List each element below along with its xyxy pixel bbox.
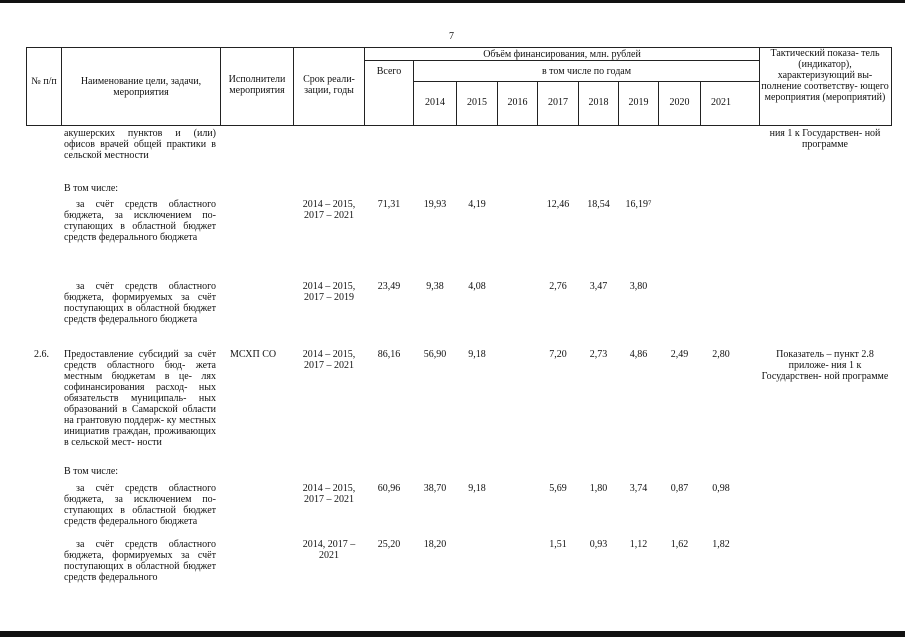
row-4-y2017: 7,20	[549, 349, 567, 360]
row-7-y2017: 1,51	[549, 539, 567, 550]
row-0-name: акушерских пунктов и (или) офисов врачей общей практики в сельской местности	[64, 128, 216, 161]
row-6-y2017: 5,69	[549, 483, 567, 494]
row-7-name: за счёт средств областного бюджета, формируемых за счёт поступающих в областной бюджет средств федерального	[64, 539, 216, 583]
row-7-term: 2014, 2017 – 2021	[302, 539, 356, 561]
row-7-y2019: 1,12	[629, 539, 648, 550]
row-3-y2015: 4,08	[468, 281, 486, 292]
row-4-y2019: 4,86	[629, 349, 648, 360]
row-2-y2018: 18,54	[587, 199, 610, 210]
row-2-y2019: 16,19⁷	[625, 199, 652, 210]
row-4-total: 86,16	[377, 349, 401, 360]
row-3-total: 23,49	[377, 281, 401, 292]
row-6-y2021: 0,98	[712, 483, 730, 494]
row-6-term: 2014 – 2015, 2017 – 2021	[302, 483, 356, 505]
row-3-name: за счёт средств областного бюджета, формируемых за счёт поступающих в областной бюджет средств федерального бюджета	[64, 281, 216, 325]
row-4-y2020: 2,49	[670, 349, 689, 360]
row-4-y2018: 2,73	[589, 349, 608, 360]
header-num: № п/п	[31, 76, 57, 87]
row-2-y2014: 19,93	[423, 199, 447, 210]
row-3-y2018: 3,47	[589, 281, 608, 292]
header-term: Срок реали- зации, годы	[303, 74, 355, 96]
row-1-name: В том числе:	[64, 183, 119, 194]
row-6-y2019: 3,74	[629, 483, 648, 494]
row-2-y2017: 12,46	[546, 199, 570, 210]
row-4-term: 2014 – 2015, 2017 – 2021	[302, 349, 356, 371]
row-4-executor: МСХП СО	[230, 349, 277, 360]
row-4-num: 2.6.	[34, 349, 49, 360]
header-year-2019: 2019	[628, 97, 649, 108]
header-by-years: в том числе по годам	[541, 66, 632, 77]
row-7-total: 25,20	[377, 539, 401, 550]
row-2-y2015: 4,19	[468, 199, 486, 210]
row-2-total: 71,31	[377, 199, 401, 210]
row-0-indicator: ния 1 к Государствен- ной программе	[769, 128, 881, 150]
row-6-name: за счёт средств областного бюджета, за исключением по- ступающих в областной бюджет средств федерального бюджета	[64, 483, 216, 527]
header-funding: Объём финансирования, млн. рублей	[483, 49, 641, 60]
row-6-y2020: 0,87	[670, 483, 689, 494]
row-3-y2017: 2,76	[549, 281, 567, 292]
header-year-2016: 2016	[507, 97, 528, 108]
row-3-term: 2014 – 2015, 2017 – 2019	[302, 281, 356, 303]
bottom-border	[0, 631, 905, 637]
header-year-2017: 2017	[548, 97, 568, 108]
row-5-name: В том числе:	[64, 466, 119, 477]
row-7-y2018: 0,93	[589, 539, 608, 550]
header-total: Всего	[376, 66, 402, 77]
row-6-y2015: 9,18	[468, 483, 486, 494]
header-year-2020: 2020	[669, 97, 690, 108]
row-7-y2020: 1,62	[670, 539, 689, 550]
row-3-y2019: 3,80	[629, 281, 648, 292]
row-4-name: Предоставление субсидий за счёт средств областного бюд- жета местным бюджетам в це- лях софинансирования расход- ных обязательств муниципаль- ных образований в Самарской области на грантовую поддерж- ку местных инициатив граждан, проживающих в сельской мест- ности	[64, 349, 216, 448]
header-name: Наименование цели, задачи, мероприятия	[80, 76, 202, 98]
top-border	[0, 0, 905, 3]
row-3-y2014: 9,38	[426, 281, 444, 292]
row-6-total: 60,96	[377, 483, 401, 494]
row-7-y2014: 18,20	[423, 539, 447, 550]
header-indicator: Тактический показа- тель (индикатор), характеризующий вы- полнение соответству- ющего мероприятия (мероприятий)	[761, 48, 889, 103]
header-year-2014: 2014	[425, 97, 445, 108]
row-4-y2014: 56,90	[423, 349, 447, 360]
row-4-indicator: Показатель – пункт 2.8 приложе- ния 1 к Государствен- ной программе	[761, 349, 889, 382]
header-year-2018: 2018	[588, 97, 609, 108]
header-executor: Исполнители мероприятия	[228, 74, 286, 96]
row-6-y2018: 1,80	[589, 483, 608, 494]
page-number: 7	[449, 31, 454, 42]
row-4-y2015: 9,18	[468, 349, 486, 360]
row-2-name: за счёт средств областного бюджета, за исключением по- ступающих в областной бюджет средств федерального бюджета	[64, 199, 216, 243]
row-6-y2014: 38,70	[423, 483, 447, 494]
row-7-y2021: 1,82	[712, 539, 730, 550]
row-4-y2021: 2,80	[712, 349, 730, 360]
row-2-term: 2014 – 2015, 2017 – 2021	[302, 199, 356, 221]
header-year-2015: 2015	[467, 97, 487, 108]
header-year-2021: 2021	[711, 97, 731, 108]
